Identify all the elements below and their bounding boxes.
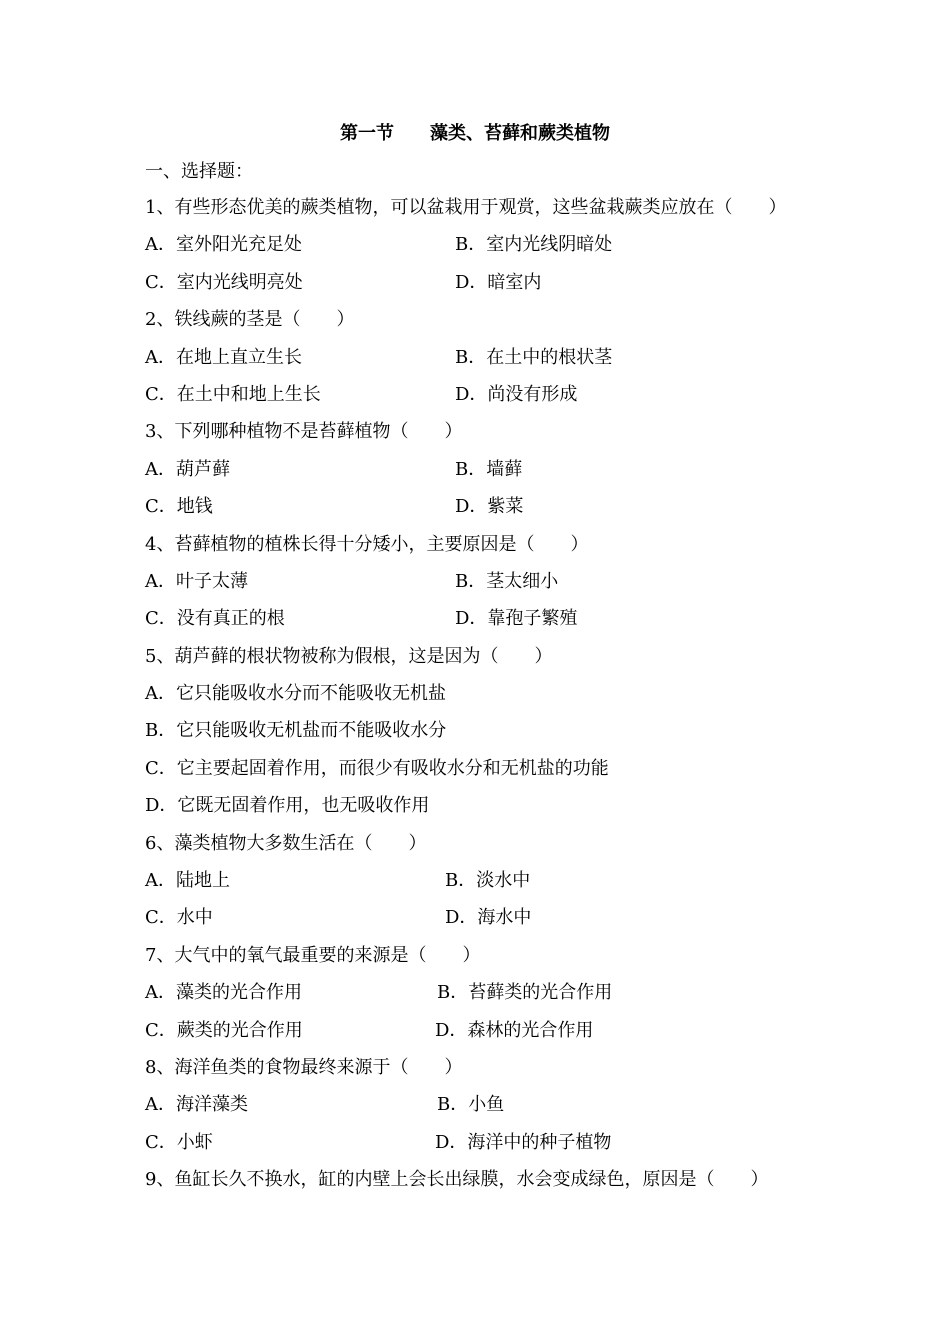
- option-d: D．森林的光合作用: [435, 1019, 594, 1041]
- question-stem: 2、铁线蕨的茎是（ ）: [145, 309, 355, 331]
- section-heading: 一、选择题：: [145, 161, 253, 182]
- option-a: A．在地上直立生长: [145, 346, 302, 368]
- option-b: B．小鱼: [437, 1094, 505, 1116]
- option-row: [145, 981, 825, 1018]
- option-c: C．室内光线明亮处: [145, 271, 303, 293]
- option-row: [145, 869, 825, 906]
- option-a: A．叶子太薄: [145, 570, 248, 592]
- option-d: D．紫菜: [455, 496, 524, 518]
- question-stem: 3、下列哪种植物不是苔藓植物（ ）: [145, 421, 463, 443]
- option-b: B．墙藓: [455, 458, 523, 480]
- option-row: [145, 1019, 825, 1056]
- option-b: B．茎太细小: [455, 570, 559, 592]
- question-stem: 4、苔藓植物的植株长得十分矮小，主要原因是（ ）: [145, 533, 589, 555]
- option-c: C．它主要起固着作用，而很少有吸收水分和无机盐的功能: [145, 757, 609, 779]
- option-row: [145, 233, 825, 270]
- option-row: [145, 1131, 825, 1168]
- option-b: B．在土中的根状茎: [455, 346, 613, 368]
- option-d: D．海水中: [445, 907, 532, 929]
- option-row: [145, 346, 825, 383]
- option-a: A．室外阳光充足处: [145, 234, 302, 256]
- question-stem: 1、有些形态优美的蕨类植物，可以盆栽用于观赏，这些盆栽蕨类应放在（ ）: [145, 197, 787, 218]
- option-b: B．它只能吸收无机盐而不能吸收水分: [145, 720, 447, 742]
- option-d: D．海洋中的种子植物: [435, 1131, 612, 1153]
- option-c: C．没有真正的根: [145, 608, 285, 630]
- option-row: [145, 570, 825, 607]
- question-stem: 9、鱼缸长久不换水，缸的内壁上会长出绿膜，水会变成绿色，原因是（ ）: [145, 1169, 769, 1191]
- option-d: D．靠孢子繁殖: [455, 608, 578, 630]
- question-stem: 6、藻类植物大多数生活在（ ）: [145, 832, 427, 854]
- option-c: C．小虾: [145, 1131, 213, 1153]
- option-a: A．海洋藻类: [145, 1094, 248, 1116]
- option-b: B．苔藓类的光合作用: [437, 982, 613, 1004]
- option-row: [145, 271, 825, 308]
- option-d: D．它既无固着作用，也无吸收作用: [145, 795, 430, 817]
- question-list: [145, 196, 825, 1206]
- option-c: C．地钱: [145, 496, 213, 518]
- option-row: [145, 458, 825, 495]
- option-c: C．水中: [145, 907, 213, 929]
- option-row: [145, 906, 825, 943]
- option-d: D．暗室内: [455, 271, 542, 293]
- option-a: A．它只能吸收水分而不能吸收无机盐: [145, 683, 446, 705]
- option-row: [145, 1093, 825, 1130]
- option-row: [145, 495, 825, 532]
- option-a: A．葫芦藓: [145, 458, 230, 480]
- option-row: [145, 383, 825, 420]
- option-b: B．室内光线阴暗处: [455, 234, 613, 256]
- option-b: B．淡水中: [445, 870, 531, 892]
- page-title: 第一节 藻类、苔藓和蕨类植物: [340, 123, 610, 144]
- option-row: [145, 607, 825, 644]
- question-stem: 7、大气中的氧气最重要的来源是（ ）: [145, 944, 481, 966]
- question-stem: 8、海洋鱼类的食物最终来源于（ ）: [145, 1056, 463, 1078]
- question-stem: 5、葫芦藓的根状物被称为假根，这是因为（ ）: [145, 645, 553, 667]
- option-c: C．蕨类的光合作用: [145, 1019, 303, 1041]
- option-c: C．在土中和地上生长: [145, 383, 321, 405]
- option-a: A．藻类的光合作用: [145, 982, 302, 1004]
- option-d: D．尚没有形成: [455, 383, 578, 405]
- option-a: A．陆地上: [145, 870, 230, 892]
